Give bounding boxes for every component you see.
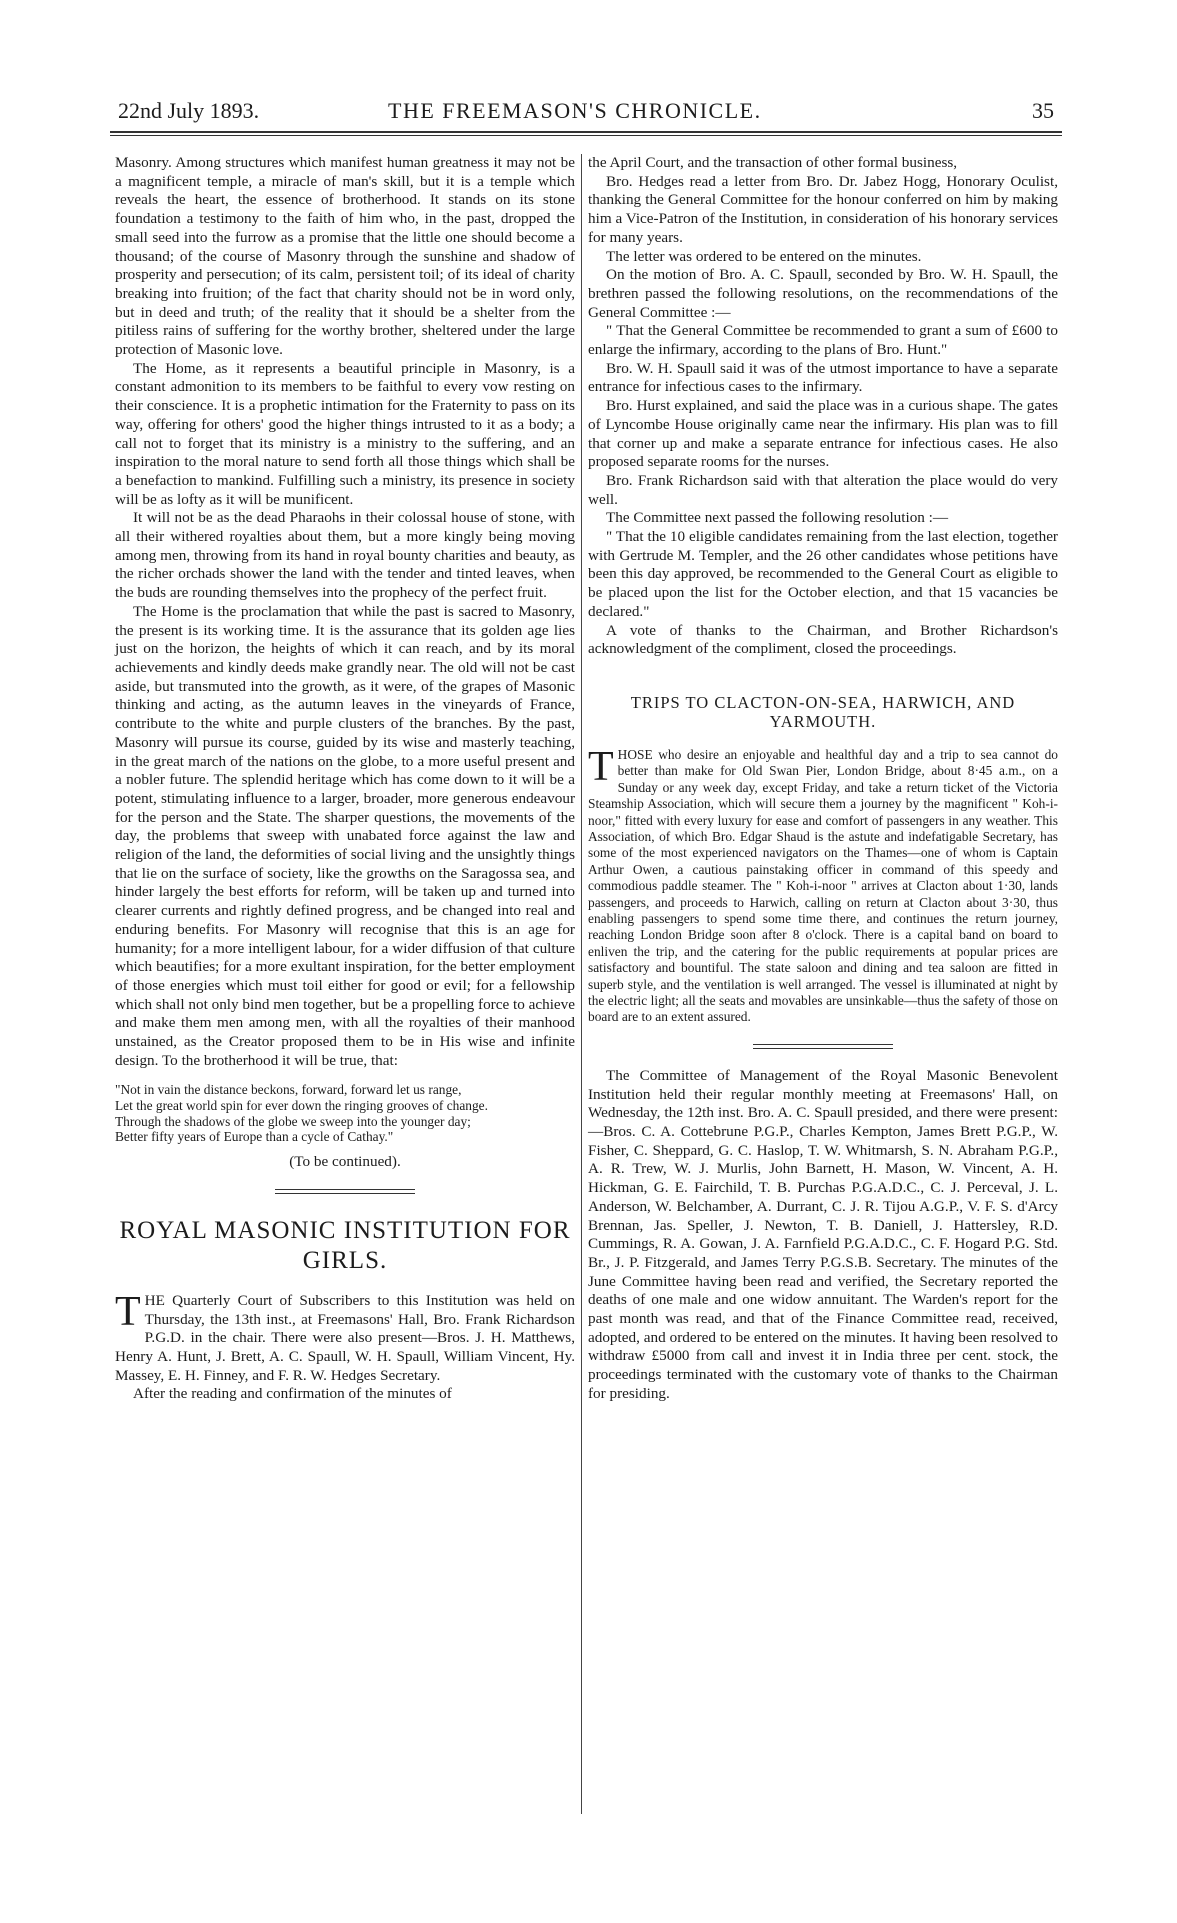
article-paragraph: It will not be as the dead Pharaohs in their colossal house of stone, with all their withered royalties about them, but a more kingly being moving among men, throwing from its hand in royal bounty charities and beauty, as the richer orchads shower the land with the tender and tinted leaves, when the buds are rounding themselves into the prophecy of the perfect fruit.	[115, 509, 575, 602]
section-separator	[753, 1044, 893, 1049]
drop-cap: T	[588, 743, 614, 790]
rmig-paragraph: After the reading and confirmation of the minutes of	[133, 1385, 452, 1403]
article-paragraph: The Committee next passed the following resolution :—	[606, 509, 949, 527]
article-paragraph: A vote of thanks to the Chairman, and Brother Richardson's acknowledgment of the compliment, closed the proceedings.	[588, 621, 1058, 658]
article-paragraph: the April Court, and the transaction of other formal business,	[588, 154, 958, 171]
publication-title: THE FREEMASON'S CHRONICLE.	[388, 98, 762, 123]
article-paragraph: Masonry. Among structures which manifest human greatness it may not be a magnificent temple, a miracle of man's skill, but it is a temple which reveals the heart, the essence of brotherhood. It stands on its stone foundation a testimony to the faith of him who, in the past, dropped the small seed into the furrow as a promise that the little one should become a thousand; of the course of Masonry through the sunshine and shadow of prosperity and persecution; of its calm, persistent toil; of its ideal of charity breaking into fruition; of the fact that charity should not be in word only, but in deed and truth; of the reality that it should be a shelter from the pitiless rains of suffering for the worthy brother, sheltered under the large protection of Masonic love.	[115, 154, 575, 359]
page-header	[118, 96, 1058, 130]
trips-heading-line1: TRIPS TO CLACTON-ON-SEA, HARWICH, AND	[630, 692, 1016, 712]
article-paragraph: " That the 10 eligible candidates remaining from the last election, together with Gertrude M. Templer, and the 26 other candidates whose petitions have been this day approved, be recommended to the General Court as eligible to be placed upon the list for the October election, and that 15 vacancies be declared."	[588, 528, 1058, 620]
rmig-heading-line1: ROYAL MASONIC INSTITUTION FOR	[119, 1216, 571, 1244]
article-paragraph: Bro. Hedges read a letter from Bro. Dr. Jabez Hogg, Honorary Oculist, thanking the General Committee for the honour conferred on him by making him a Vice-Patron of the Institution, in consideration of his honorary services for many years.	[588, 172, 1058, 246]
poem-quote	[115, 1082, 575, 1144]
to-be-continued: (To be continued).	[289, 1152, 401, 1170]
article-paragraph: The Home, as it represents a beautiful principle in Masonry, is a constant admonition to its members to be faithful to every vow resting on their conscience. It is a prophetic intimation for the Fraternity to pass on its way, offering for others' good the higher things intrusted to it as a body; a call not to forget that its ministry is a ministry to the suffering, and an inspiration to the moral nature to send forth all those things which shall be a benefaction to mankind. Fulfilling such a ministry, its presence in society will be as lofty as it will be munificent.	[115, 359, 575, 508]
poem-line: Let the great world spin for ever down the ringing grooves of change.	[115, 1098, 488, 1114]
header-rule	[110, 131, 1062, 133]
column-divider	[581, 154, 582, 1814]
trips-heading-line2: YARMOUTH.	[769, 711, 877, 731]
article-paragraph: Bro. Frank Richardson said with that alteration the place would do very well.	[588, 471, 1058, 508]
article-paragraph: Bro. Hurst explained, and said the place was in a curious shape. The gates of Lyncombe House originally came near the infirmary. His plan was to fill that corner up and make a separate entrance for infectious cases. He also proposed separate rooms for the nurses.	[588, 397, 1058, 471]
rmig-heading-line2: GIRLS.	[302, 1246, 388, 1274]
article-paragraph: Bro. W. H. Spaull said it was of the utmost importance to have a separate entrance for infectious cases to the infirmary.	[588, 359, 1058, 396]
rmig-paragraph-text: HE Quarterly Court of Subscribers to this Institution was held on Thursday, the 13th inst., at Freemasons' Hall, Bro. Frank Richardson P.G.D. in the chair. There were also present—Bros. J. H. Matthews, Henry A. Hunt, J. Brett, A. C. Spaull, W. H. Spaull, William Vincent, Hy. Massey, E. H. Finney, and F. R. W. Hedges Secretary.	[115, 1291, 575, 1384]
trips-paragraph-text: HOSE who desire an enjoyable and healthful day and a trip to sea cannot do better than make for Old Swan Pier, London Bridge, about 8·45 a.m., on a Sunday or any week day, except Friday, and take a return ticket of the Victoria Steamship Association, which will secure them a journey by the magnificent " Koh-i-noor," fitted with every luxury for ease and comfort of passengers in any weather. This Association, of which Bro. Edgar Shaud is the astute and indefatigable Secretary, has some of the most experienced navigators on the Thames—one of whom is Captain Arthur Owen, a cautious painstaking officer in command of this speedy and commodious paddle steamer. The " Koh-i-noor " arrives at Clacton about 1·30, lands passengers, and proceeds to Harwich, calling on return at Clacton about 3·30, thus enabling passengers to spend some time there, and continues the return journey, reaching London Bridge soon after 8 o'clock. There is a capital band on board to enliven the trip, and the catering for the public requirements at popular prices are satisfactory and bountiful. The state saloon and dining and tea saloon are fitted in superb style, and the ventilation is well arranged. The vessel is illuminated at night by the electric light; all the seats and movables are unsinkable—thus the safety of those on board are to an extent assured.	[588, 746, 1058, 1025]
rmig-paragraph	[115, 1288, 575, 1386]
article-paragraph: On the motion of Bro. A. C. Spaull, seconded by Bro. W. H. Spaull, the brethren passed the following resolutions, on the recommendations of the General Committee :—	[588, 266, 1058, 321]
trips-paragraph	[588, 743, 1058, 1026]
poem-line: Better fifty years of Europe than a cycle of Cathay."	[115, 1129, 394, 1145]
article-paragraph: The letter was ordered to be entered on the minutes.	[606, 247, 922, 265]
rmig-heading	[115, 1216, 575, 1276]
section-separator	[275, 1189, 415, 1194]
trips-heading	[588, 693, 1058, 731]
article-paragraph: " That the General Committee be recommended to grant a sum of £600 to enlarge the infirmary, according to the plans of Bro. Hunt."	[588, 322, 1058, 359]
right-column	[588, 154, 1058, 1404]
header-date: 22nd July 1893.	[118, 98, 260, 123]
article-paragraph: The Home is the proclamation that while the past is sacred to Masonry, the present is its working time. It is the assurance that its golden age lies just on the horizon, the heights of which it can reach, and by its moral achievements and kindly deeds make grandly near. The old will not be cast aside, but transmuted into the growth, as it were, of the grapes of Masonic thinking and acting, as the autumn leaves in the vineyards of France, contribute to the white and purple clusters of the branches. By the past, Masonry will pursue its course, guided by its wise and masterly teaching, in the great march of the nations on the globe, to a more useful present and a nobler future. The splendid heritage which has come down to it will be a potent, stimulating influence to a larger, broader, more generous endeavour for the person and the State. The sharper questions, the movements of the day, the problems that sweep with unabated force against the law and religion of the land, the deformities of social living and the unsightly things that lie on the surface of society, like the growths on the Saragossa sea, and hinder largely the best efforts for reform, will be taken up and turned into clearer currents and rightly defined progress, and be changed into real and enduring benefits. For Masonry will recognise that this is an age for humanity; for a more intelligent labour, for a wider diffusion of that culture which beautifies; for a more exultant inspiration, for the better employment of those energies which must toil either for good or evil; for a fellowship which shall not only bind men together, but be a propelling force to achieve and make them men among men, with all the royalties of their manhood unstained, as the Creator proposed them to be in His wise and infinite design. To the brotherhood it will be true, that:	[115, 602, 575, 1069]
rmbi-paragraph: The Committee of Management of the Royal Masonic Benevolent Institution held their regular monthly meeting at Freemasons' Hall, on Wednesday, the 12th inst. Bro. A. C. Spaull presided, and there were present:—Bros. C. A. Cottebrune P.G.P., Charles Kempton, James Brett P.G.P., W. Fisher, C. Sheppard, G. C. Haslop, T. W. Whitmarsh, S. N. Abraham P.G.P., A. R. Trew, W. J. Murlis, John Barnett, H. Mason, W. Vincent, A. H. Hickman, G. E. Fairchild, T. B. Purchas P.G.A.D.C., C. J. Perceval, J. L. Anderson, W. Belchamber, A. Durrant, C. J. R. Tijou A.G.P., V. F. S. d'Arcy Brennan, Jas. Speller, J. Newton, T. B. Daniell, J. Hattersley, R.D. Cummings, R. A. Gowan, J. A. Farnfield P.G.A.D.C., C. F. Hogard P.G. Std. Br., J. P. Fitzgerald, and James Terry P.G.S.B. Secretary. The minutes of the June Committee having been read and verified, the Secretary reported the deaths of one male and one widow annuitant. The Warden's report for the past month was read, and that of the Finance Committee read, received, adopted, and ordered to be entered on the minutes. It having been resolved to withdraw £5000 from call and invest it in India three per cent. stock, the proceedings terminated with the customary vote of thanks to the Chairman for presiding.	[588, 1066, 1058, 1402]
header-rule-thin	[110, 135, 1062, 136]
drop-cap: T	[115, 1288, 141, 1335]
page-number: 35	[1032, 98, 1054, 123]
poem-line: "Not in vain the distance beckons, forward, forward let us range,	[115, 1082, 462, 1098]
poem-line: Through the shadows of the globe we sweep into the younger day;	[115, 1113, 471, 1129]
left-column	[115, 154, 575, 1404]
